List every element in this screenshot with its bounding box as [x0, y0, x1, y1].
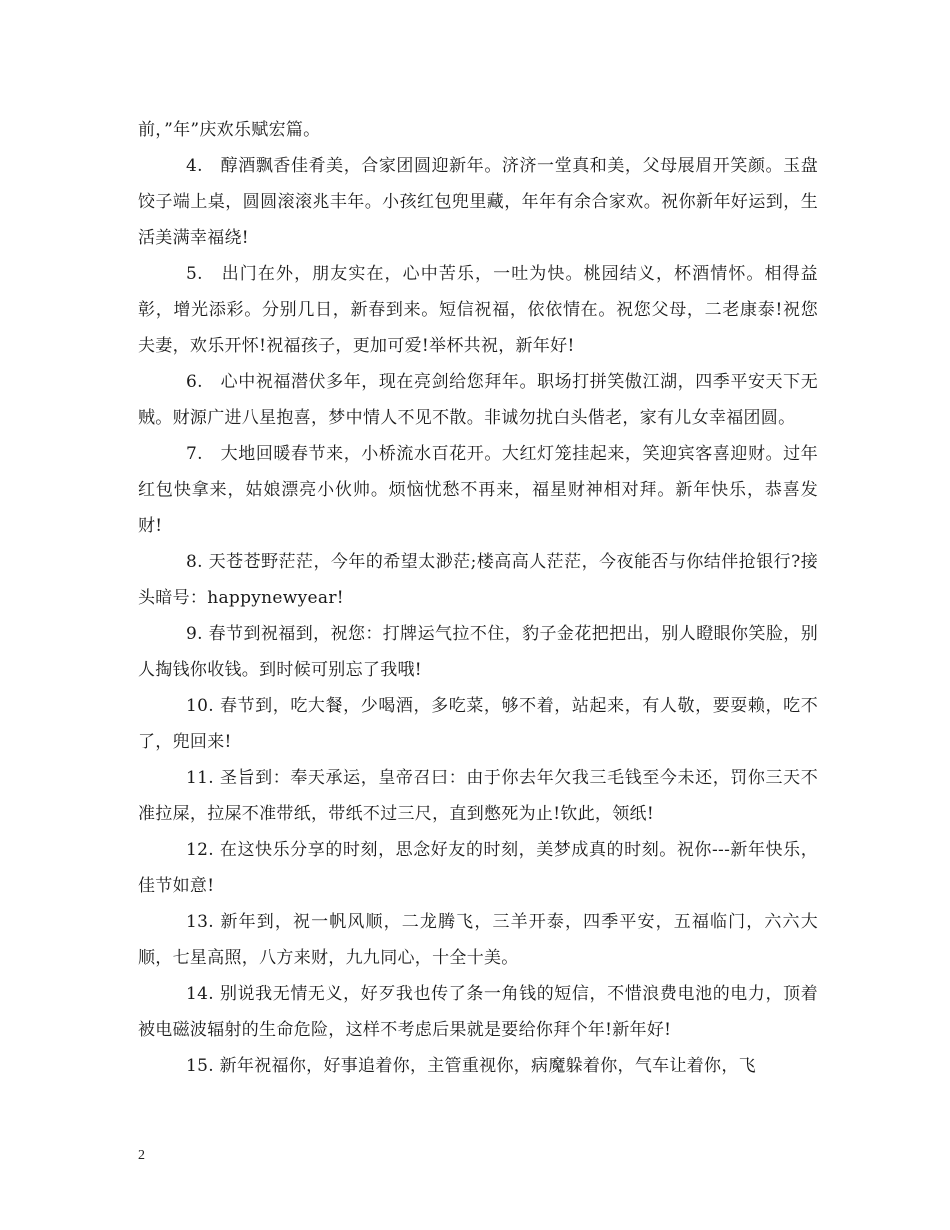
paragraph-item-15: 15. 新年祝福你，好事追着你，主管重视你，病魔躲着你，气车让着你，飞 — [186, 1056, 756, 1076]
paragraph-item-8: 8. 天苍苍野茫茫，今年的希望太渺茫;楼高高人茫茫，今夜能否与你结伴抢银行?接头暗号：happynewyear! — [138, 552, 818, 608]
paragraph-item-11: 11. 圣旨到：奉天承运，皇帝召曰：由于你去年欠我三毛钱至今未还，罚你三天不准拉屎，拉屎不准带纸，带纸不过三尺，直到憋死为止!钦此，领纸! — [138, 768, 818, 824]
page-number: 2 — [138, 1148, 145, 1163]
paragraph-item-5: 5. 出门在外，朋友实在，心中苦乐，一吐为快。桃园结义，杯酒情怀。相得益彰，增光添彩。分别几日，新春到来。短信祝福，依依情在。祝您父母，二老康泰!祝您夫妻，欢乐开怀!祝福孩子，更加可爱!举杯共祝，新年好! — [138, 264, 818, 356]
paragraph-item-10: 10. 春节到，吃大餐，少喝酒，多吃菜，够不着，站起来，有人敬，要耍赖，吃不了，兜回来! — [138, 696, 818, 752]
paragraph-item-13: 13. 新年到，祝一帆风顺，二龙腾飞，三羊开泰，四季平安，五福临门，六六大顺，七星高照，八方来财，九九同心，十全十美。 — [138, 912, 818, 968]
paragraph-item-14: 14. 别说我无情无义，好歹我也传了条一角钱的短信，不惜浪费电池的电力，顶着被电磁波辐射的生命危险，这样不考虑后果就是要给你拜个年!新年好! — [138, 984, 818, 1040]
paragraph-item-9: 9. 春节到祝福到，祝您：打牌运气拉不住，豹子金花把把出，别人瞪眼你笑脸，别人掏钱你收钱。到时候可别忘了我哦! — [138, 624, 818, 680]
paragraph-item-4: 4. 醇酒飘香佳肴美，合家团圆迎新年。济济一堂真和美，父母展眉开笑颜。玉盘饺子端上桌，圆圆滚滚兆丰年。小孩红包兜里藏，年年有余合家欢。祝你新年好运到，生活美满幸福绕! — [138, 156, 818, 248]
paragraph-item-6: 6. 心中祝福潜伏多年，现在亮剑给您拜年。职场打拼笑傲江湖，四季平安天下无贼。财源广进八星抱喜，梦中情人不见不散。非诚勿扰白头偕老，家有儿女幸福团圆。 — [138, 372, 818, 428]
paragraph-item-12: 12. 在这快乐分享的时刻，思念好友的时刻，美梦成真的时刻。祝你---新年快乐，佳节如意! — [138, 840, 818, 896]
paragraph-item-7: 7. 大地回暖春节来，小桥流水百花开。大红灯笼挂起来，笑迎宾客喜迎财。过年红包快拿来，姑娘漂亮小伙帅。烦恼忧愁不再来，福星财神相对拜。新年快乐，恭喜发财! — [138, 444, 818, 536]
paragraph-continuation: 前，”年”庆欢乐赋宏篇。 — [138, 120, 321, 140]
document-body — [138, 112, 818, 1084]
